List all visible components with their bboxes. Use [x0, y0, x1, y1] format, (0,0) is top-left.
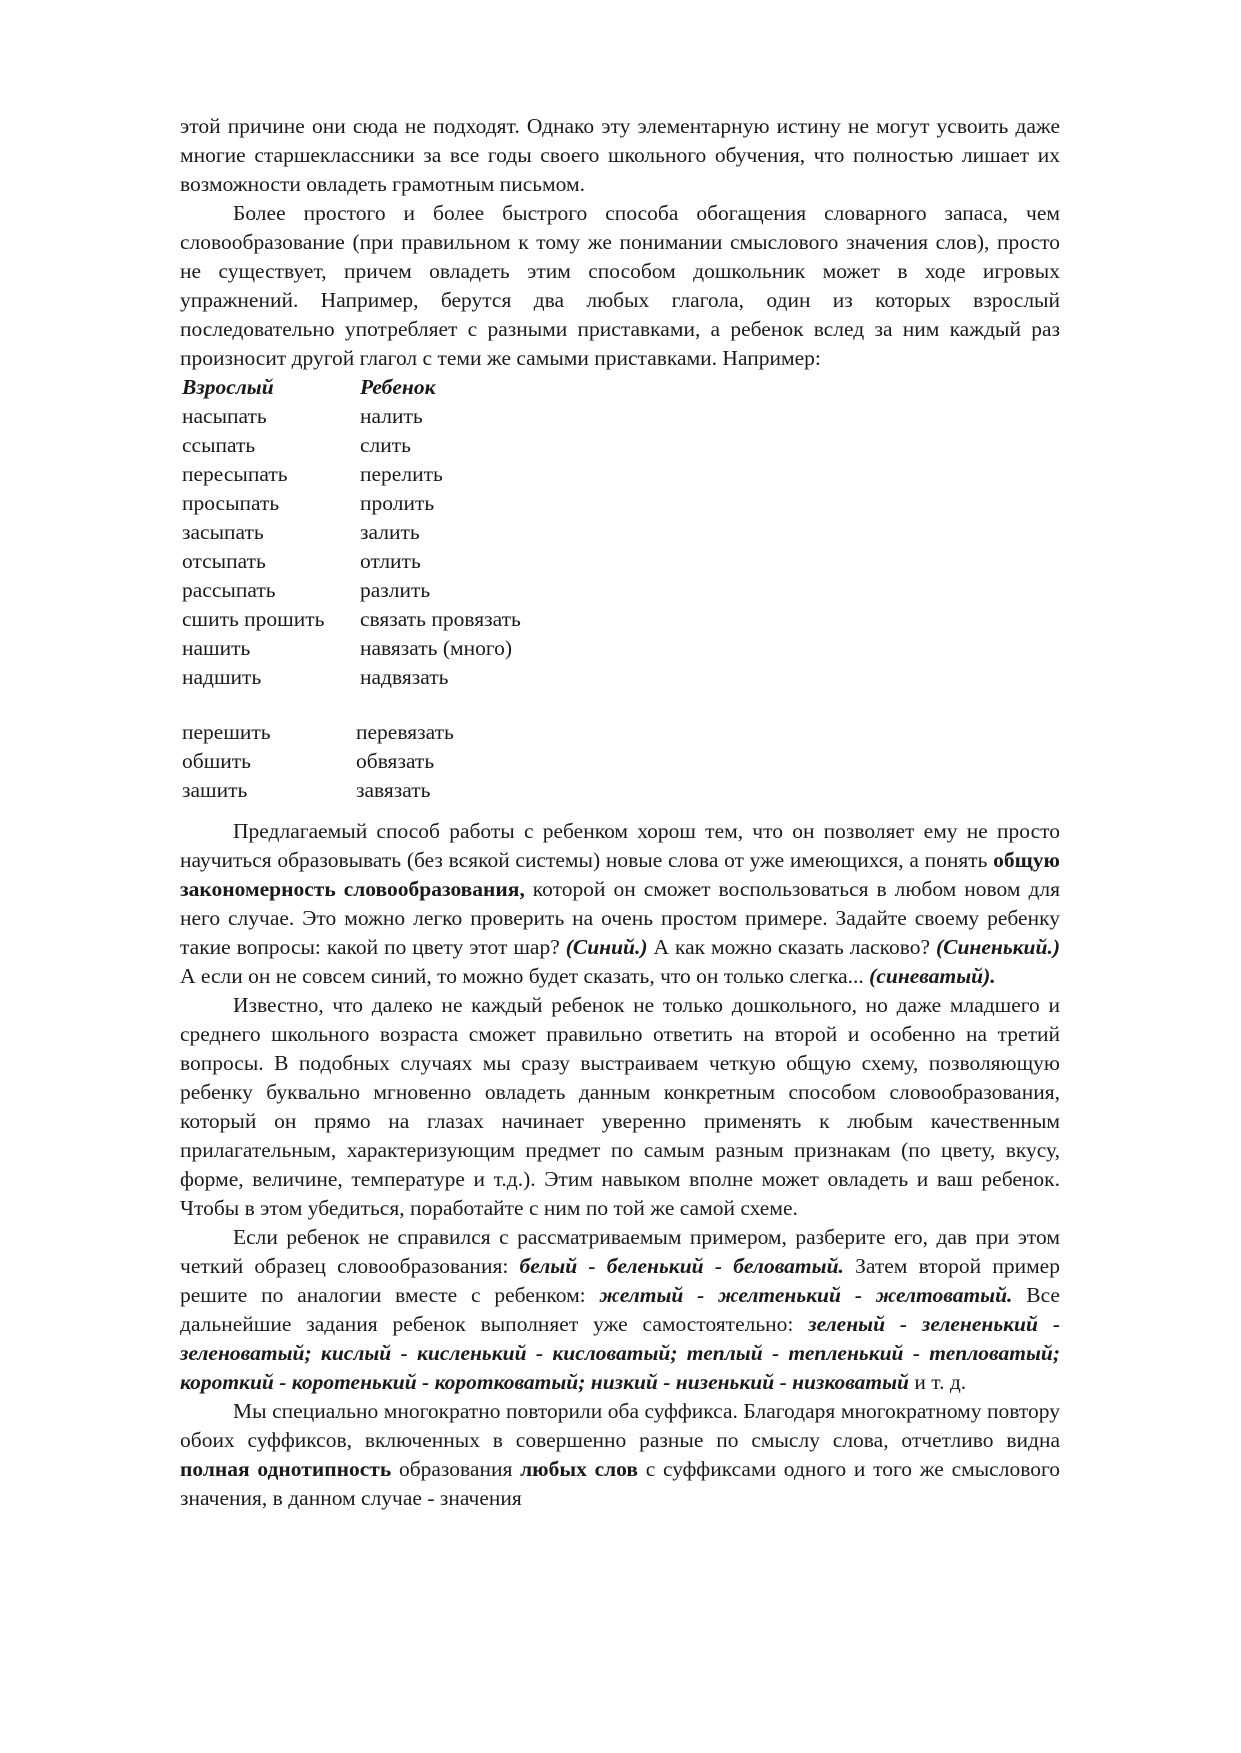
header-child: Ребенок [360, 375, 436, 399]
header-adult: Взрослый [182, 375, 274, 399]
adult-word: насыпать [182, 404, 267, 428]
table-row [180, 605, 1060, 634]
child-word: налить [360, 404, 423, 428]
table-row [180, 547, 1060, 576]
paragraph-6 [180, 1397, 1060, 1513]
adult-word: перешить [182, 720, 271, 744]
child-word: навязать (много) [360, 636, 513, 660]
answer-phrase: (Синий.) [565, 935, 648, 959]
text-run: А как можно сказать ласково? [647, 935, 936, 959]
table-row [180, 718, 1060, 747]
child-word: обвязать [356, 749, 435, 773]
paragraph-1: этой причине они сюда не подходят. Однако эту элементарную истину не могут усвоить даже многие старшеклассники за все годы своего школьного обучения, что полностью лишает их возможности овладеть грамотным письмом. [180, 114, 1060, 196]
table-row [180, 518, 1060, 547]
adult-word: обшить [182, 749, 251, 773]
adult-word: зашить [182, 778, 248, 802]
text-run: которой он сможет воспользоваться в любом новом для него случае. Это можно легко проверить на очень простом примере. Задайте своему ребенку такие вопросы: какой по цвету этот шар? [180, 877, 1060, 959]
text-run: образования [391, 1457, 521, 1481]
text-run: и т. д. [909, 1370, 967, 1394]
adult-word: ссыпать [182, 433, 256, 457]
child-word: разлить [360, 578, 431, 602]
paragraph-2: Более простого и более быстрого способа обогащения словарного запаса, чем словообразование (при правильном к тому же понимании смыслового значения слов), просто не существует, причем овладеть этим способом дошкольник может в ходе игровых упражнений. Например, берутся два любых глагола, один из которых взрослый последовательно употребляет с разными приставками, а ребенок вслед за ним каждый раз произносит другой глагол с теми же самыми приставками. Например: [180, 201, 1060, 370]
child-word: перевязать [356, 720, 454, 744]
table-row [180, 576, 1060, 605]
word-table [180, 373, 1060, 805]
adult-word: сшить прошить [182, 607, 325, 631]
adult-word: нашить [182, 636, 251, 660]
text-run: Предлагаемый способ работы с ребенком хорош тем, что он позволяет ему не просто научиться образовывать (без всякой системы) новые слова от уже имеющихся, а понять [180, 819, 1060, 872]
spacer [180, 805, 1060, 817]
paragraph-5 [180, 1223, 1060, 1397]
bold-phrase: любых слов [520, 1457, 639, 1481]
text-run: Мы специально многократно повторили оба суффикса. Благодаря многократному повтору обоих суффиксов, включенных в совершенно разные по смыслу слова, отчетливо видна [180, 1399, 1060, 1452]
child-word: связать провязать [360, 607, 521, 631]
child-word: пролить [360, 491, 435, 515]
table-row [180, 431, 1060, 460]
example-phrase: зеленый - зелененький - зеленоватый; кислый - кисленький - кисловатый; теплый - тепленький - тепловатый; короткий - коротенький - коротковатый; низкий - низенький - низковатый [180, 1312, 1060, 1394]
paragraph-4: Известно, что далеко не каждый ребенок не только дошкольного, но даже младшего и среднего школьного возраста сможет правильно ответить на второй и особенно на третий вопросы. В подобных случаях мы сразу выстраиваем четкую общую схему, позволяющую ребенку буквально мгновенно овладеть данным конкретным способом словообразования, который он прямо на глазах начинает уверенно применять к любым качественным прилагательным, характеризующим предмет по самым разным признакам (по цвету, вкусу, форме, величине, температуре и т.д.). Этим навыком вполне может овладеть и ваш ребенок. Чтобы в этом убедиться, поработайте с ним по той же самой схеме. [180, 993, 1060, 1220]
table-row [180, 489, 1060, 518]
answer-phrase: (синеватый). [869, 964, 996, 988]
example-phrase: желтый - желтенький - желтоватый. [599, 1283, 1013, 1307]
child-word: залить [360, 520, 420, 544]
word-table-header [180, 373, 1060, 402]
child-word: слить [360, 433, 411, 457]
table-row [180, 460, 1060, 489]
adult-word: пересыпать [182, 462, 288, 486]
table-row [180, 663, 1060, 692]
table-row [180, 747, 1060, 776]
table-row [180, 634, 1060, 663]
bold-phrase: полная однотипность [180, 1457, 392, 1481]
adult-word: просыпать [182, 491, 280, 515]
bold-phrase: общую закономерность словообразования, [180, 848, 1060, 901]
text-run: Все дальнейшие задания ребенок выполняет уже самостоятельно: [180, 1283, 1060, 1336]
paragraph-3 [180, 817, 1060, 991]
answer-phrase: (Синенький.) [935, 935, 1060, 959]
adult-word: надшить [182, 665, 262, 689]
child-word: завязать [356, 778, 431, 802]
table-row [180, 776, 1060, 805]
text-run: с суффиксами одного и того же смыслового значения, в данном случае - значения [180, 1457, 1060, 1510]
text-run: А если он не совсем синий, то можно будет сказать, что он только слегка... [180, 964, 870, 988]
example-phrase: белый - беленький - беловатый. [519, 1254, 844, 1278]
child-word: надвязать [360, 665, 449, 689]
adult-word: рассыпать [182, 578, 276, 602]
table-row [180, 402, 1060, 431]
child-word: перелить [360, 462, 443, 486]
adult-word: отсыпать [182, 549, 266, 573]
text-run: Если ребенок не справился с рассматриваемым примером, разберите его, дав при этом четкий образец словообразования: [180, 1225, 1060, 1278]
child-word: отлить [360, 549, 421, 573]
document-page [180, 112, 1060, 1513]
text-run: Затем второй пример решите по аналогии вместе с ребенком: [180, 1254, 1060, 1307]
table-gap [180, 692, 1060, 718]
adult-word: засыпать [182, 520, 264, 544]
